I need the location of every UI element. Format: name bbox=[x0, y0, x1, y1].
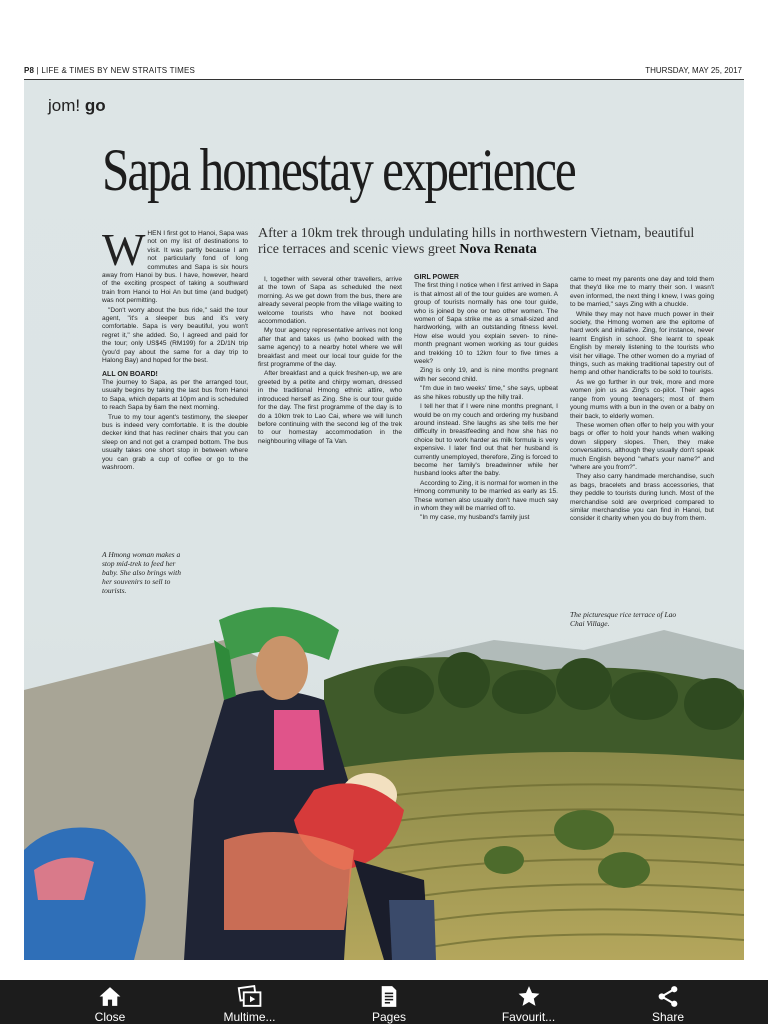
home-icon bbox=[97, 984, 123, 1009]
publication-name: LIFE & TIMES BY NEW STRAITS TIMES bbox=[41, 66, 196, 75]
article-photo bbox=[24, 600, 744, 960]
newspaper-header: P8 | LIFE & TIMES BY NEW STRAITS TIMES THURSDAY, MAY 25, 2017 bbox=[24, 64, 744, 80]
share-button[interactable] bbox=[628, 980, 708, 1024]
standfirst: After a 10km trek through undulating hills in northwestern Vietnam, beautiful rice terraces and scenic views greet Nova Renata bbox=[258, 226, 695, 257]
article-column-2: I, together with several other travellers, arrive at the town of Sapa as scheduled the next morning. As we get down from the bus, there are already several people from the village waiting to welcome tourists who have not booked accommodation. My tour agency representative arrives not long after that and takes us (who booked with the same agency) to a nearby hotel where we will breakfast and meet our local tour guide for the first programme of the day. After breakfast and a quick freshen-up, we are greeted by a petite and chirpy woman, dressed in the traditional Hmong ethnic attire, who introduced herself as Zing. She is our tour guide for the day. The first programme of the day is to do a 10km trek to Lao Cai, where we will lunch before continuing with the second leg of the trek to our homestay accommodation in the neighbouring village of Ta Van. bbox=[258, 276, 402, 445]
subheading-all-on-board: ALL ON BOARD! bbox=[102, 370, 158, 378]
favourites-button[interactable] bbox=[489, 980, 569, 1024]
star-icon bbox=[516, 984, 542, 1009]
close-label: Close bbox=[94, 1010, 126, 1024]
subheading-girl-power: GIRL POWER bbox=[414, 274, 459, 281]
section-label: jom! go bbox=[48, 96, 106, 115]
page-number: P8 bbox=[24, 66, 35, 75]
favourites-label: Favourit... bbox=[501, 1010, 556, 1024]
article-headline: Sapa homestay experience bbox=[102, 137, 575, 203]
reader-toolbar bbox=[0, 980, 768, 1024]
article-page bbox=[24, 80, 744, 960]
close-button[interactable] bbox=[70, 980, 150, 1024]
article-column-3: GIRL POWER The first thing I notice when I first arrived in Sapa is that almost all of the tour guides are women. A group of tourists normally has one tour guide, who is joined by one or two other women. The women of Sapa strike me as a small-sized and hardworking, with an outstanding fitness level. How else would you explain seven- to nine-month pregnant women working as tour guides and trekking 10 to 12km four to five times a week? Zing is only 19, and is nine months pregnant with her second child. "I'm due in two weeks' time," she says, upbeat as she hikes robustly up the hilly trail. I tell her that if I were nine months pregnant, I would be on my couch and ordering my husband around instead. She laughs as she tells me her difficulty in breastfeeding and how she has no choice but to work harder as milk formula is very expensive. I later find out that her husband is currently unemployed, therefore, Zing is forced to become her family's breadwinner while her husband looks after the baby. According to Zing, it is normal for women in the Hmong community to be married as early as 15. These women also usually don't have much say in whom they will be married off to. "In my case, my husband's family just bbox=[414, 274, 558, 522]
photo-caption-rice-terrace: The picturesque rice terrace of Lao Chai Village. bbox=[570, 610, 677, 628]
author-name: Nova Renata bbox=[459, 242, 537, 257]
photo-caption-hmong-woman: A Hmong woman makes a stop mid-trek to feed her baby. She also brings with her souvenirs to sell to tourists. bbox=[102, 550, 181, 595]
multimedia-label: Multime... bbox=[223, 1010, 276, 1024]
pages-button[interactable] bbox=[349, 980, 429, 1024]
article-column-1: WHEN I first got to Hanoi, Sapa was not on my list of destinations to visit. It was partly because I am not particularly fond of long commutes and Sapa is six hours away from Hanoi by bus. I have, however, heard of the exciting prospect of taking a southward train from Hanoi to Hoi An but time (and budget) was not permitting. "Don't worry about the bus ride," said the tour agent, "it's a sleeper bus and it's very comfortable. Sapa is very beautiful, you won't regret it," she added. So, I agreed and paid for the tour; only US$45 (RM199) for a 2D/1N trip (you'd pay about the same for a day trip to Halong Bay) and hoped for the best. ALL ON BOARD! The journey to Sapa, as per the arranged tour, usually begins by taking the last bus from Hanoi to Sapa, which departs at 10pm and is scheduled to reach Sapa by 6am the next morning. True to my tour agent's testimony, the sleeper bus is indeed very comfortable. It is the double decker kind that has recliner chairs that you can sleep on and not get a cramped bottom. The bus usually takes one short stop in between where you can grab a cup of coffee or go to the washroom. bbox=[102, 224, 248, 471]
issue-date: THURSDAY, MAY 25, 2017 bbox=[645, 66, 742, 75]
drop-cap: W bbox=[102, 224, 146, 275]
pages-icon bbox=[376, 984, 402, 1009]
share-label: Share bbox=[651, 1010, 685, 1024]
article-column-4: came to meet my parents one day and told them that they'd like me to marry their son. I wasn't even informed, the next thing I knew, I was going to be married," says Zing with a chuckle. While they may not have much power in their society, the Hmong women are the epitome of hard work and initiative. Zing, for instance, never learnt English in school. She learnt to speak English by merely listening to the tourists who visit her village. The other women do a myriad of things, such as making traditional tapestry out of hemp and other handicrafts to be sold to tourists. As we go further in our trek, more and more women join us as Zing's co-pilot. Their ages range from young teenagers; most of them young mums with a bun in the oven or a baby on their back, to elderly women. These women often offer to help you with your bags or offer to hold your hands when walking down slippery slopes. Then, they make conversations, although they usually don't speak much English beyond "what's your name?" and "where are you from?". They also carry handmade merchandise, such as bags, bracelets and brass accessories, that they peddle to tourists during lunch. Most of the merchandise sold are overpriced compared to similar merchandise you can find in Hanoi, but consider it charity when you do buy from them. bbox=[570, 276, 714, 523]
multimedia-button[interactable] bbox=[210, 980, 290, 1024]
multimedia-icon bbox=[237, 984, 263, 1009]
share-icon bbox=[655, 984, 681, 1009]
pages-label: Pages bbox=[371, 1010, 407, 1024]
